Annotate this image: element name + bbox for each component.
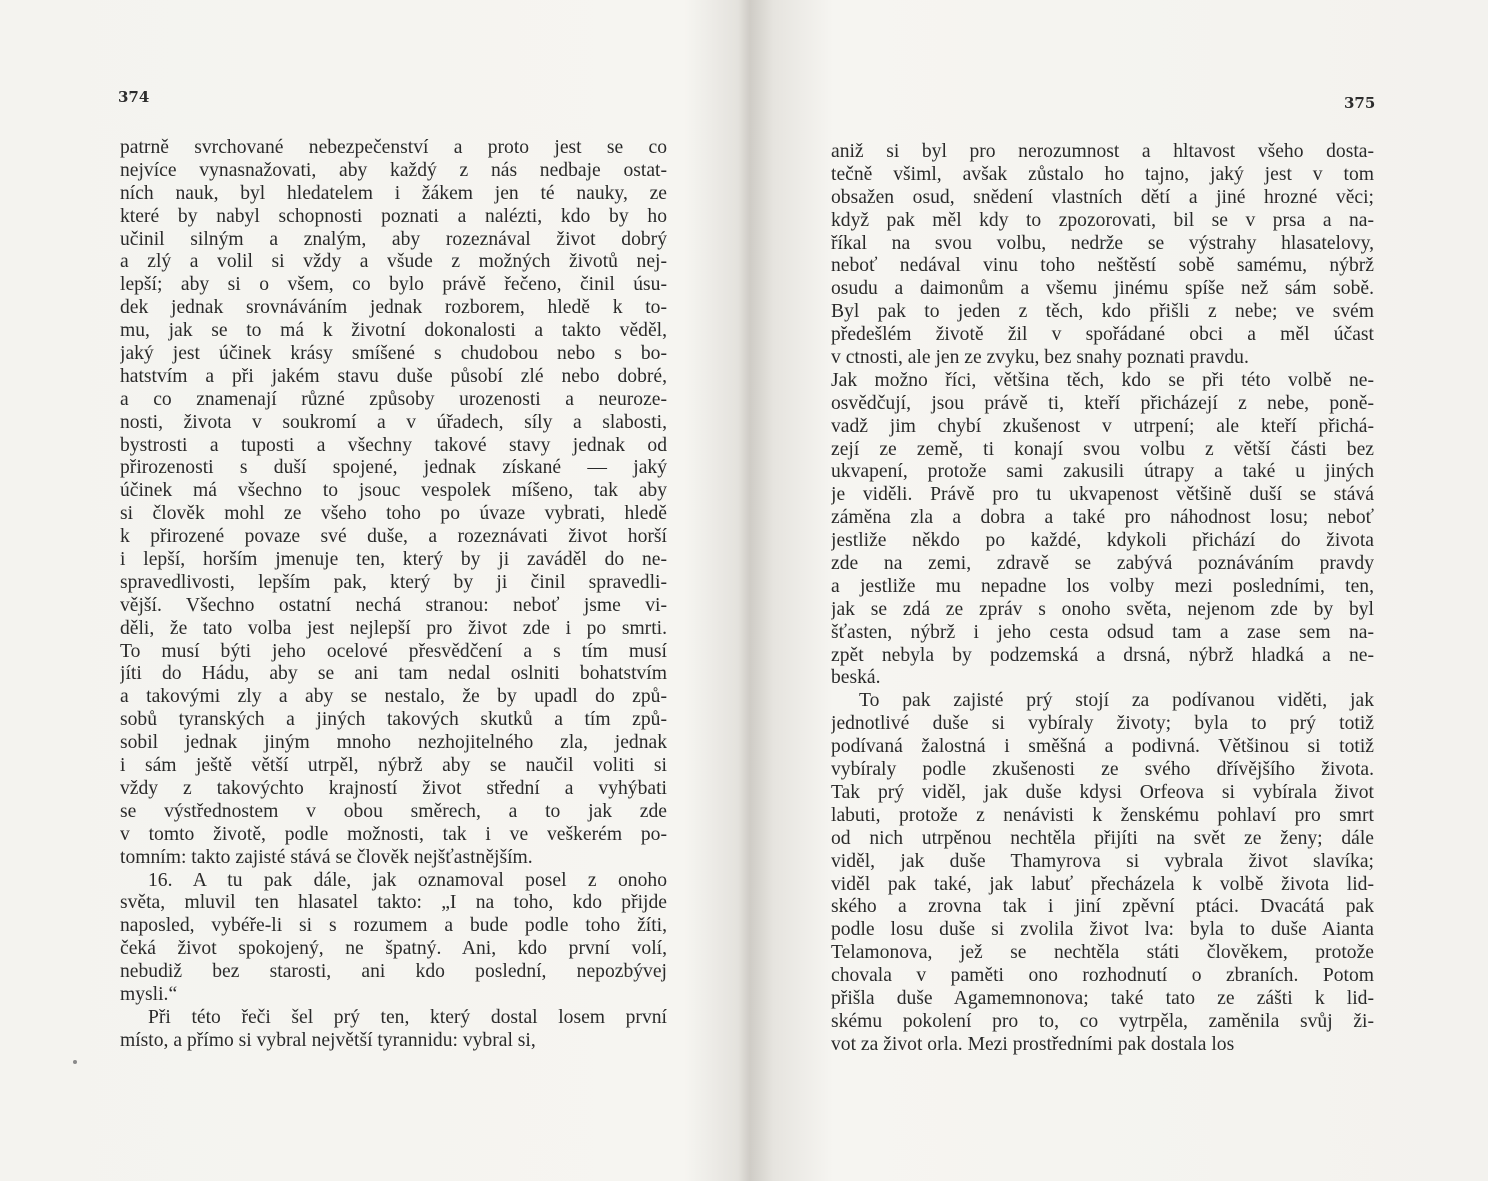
text-line: přirozenosti s duší spojené, jednak získané — jaký xyxy=(120,457,667,479)
text-line: spravedlivosti, lepším pak, který by ji činil spravedli- xyxy=(120,571,667,593)
text-line: a takovými zly a aby se nestalo, že by upadl do způ- xyxy=(120,686,667,708)
text-line: k přirozené povaze své duše, a rozeznávati život horší xyxy=(120,526,667,548)
text-line: jednotlivé duše si vybíraly životy; byla to prý totiž xyxy=(831,713,1374,735)
text-line: zejí ze země, ti konají svou volbu z větší části bez xyxy=(831,438,1374,460)
text-line: a zlý a volil si vždy a všude z možných životů nej- xyxy=(120,251,667,273)
text-line: hatstvím a při jakém stavu duše působí zlé nebo dobré, xyxy=(120,365,667,387)
text-line: ského a zrovna tak i jiní zpěvní ptáci. Dvacátá pak xyxy=(831,896,1374,918)
text-line: tečně všiml, avšak zůstalo ho tajno, jaký jest v tom xyxy=(831,163,1374,185)
right-page xyxy=(744,0,1488,1181)
text-line: Byl pak to jeden z těch, kdo přišli z nebe; ve svém xyxy=(831,301,1374,323)
text-line: které by nabyl schopnosti poznati a nalézti, kdo by ho xyxy=(120,205,667,227)
text-line: vější. Všechno ostatní nechá stranou: neboť jsme vi- xyxy=(120,594,667,616)
text-line: i lepší, horším jmenuje ten, který by ji zaváděl do ne- xyxy=(120,549,667,571)
text-line: říkal na svou volbu, nedrže se výstrahy hlasatelovy, xyxy=(831,232,1374,254)
text-line: To musí býti jeho ocelové přesvědčení a s tím musí xyxy=(120,640,667,662)
text-line: podle losu duše si zvolila život lva: byla to duše Aianta xyxy=(831,919,1374,941)
text-line: podívaná žalostná i směšná a podivná. Většinou si totiž xyxy=(831,736,1374,758)
text-line: Jak možno říci, většina těch, kdo se při této volbě ne- xyxy=(831,369,1374,391)
text-line: i sám ještě větší utrpěl, nýbrž aby se naučil voliti si xyxy=(120,755,667,777)
text-line: učinil silným a znalým, aby rozeznával život dobrý xyxy=(120,228,667,250)
text-line: a jestliže mu nepadne los volby mezi posledními, ten, xyxy=(831,575,1374,597)
text-line: zpět nebyla by podzemská a drsná, nýbrž hladká a ne- xyxy=(831,644,1374,666)
text-line: předešlém životě žil v spořádané obci a měl účast xyxy=(831,324,1374,346)
text-line: patrně svrchované nebezpečenství a proto jest se co xyxy=(120,137,667,158)
text-line: vot za život orla. Mezi prostředními pak dostala los xyxy=(831,1033,1235,1055)
text-line: Při této řeči šel prý ten, který dostal losem první xyxy=(148,1006,667,1028)
text-line: vždy z takovýchto krajností život střední a vyhýbati xyxy=(120,777,667,799)
text-line: dek jednak srovnáváním jednak rozborem, hledě k to- xyxy=(120,297,667,319)
text-line: přišla duše Agamemnonova; také tato ze zášti k lid- xyxy=(831,987,1374,1009)
text-line: ukvapení, protože sami zakusili útrapy a také u jiných xyxy=(831,461,1374,483)
text-line: účinek má všechno to jsouc vespolek míšeno, tak aby xyxy=(120,480,667,502)
text-line: naposled, vybéře-li si s rozumem a bude podle toho žíti, xyxy=(120,915,667,937)
text-line: Telamonova, jež se nechtěla státi člověkem, protože xyxy=(831,942,1374,964)
text-line: To pak zajisté prý stojí za podívanou viděti, jak xyxy=(859,690,1374,712)
text-line: ních nauk, byl hledatelem i žákem jen té nauky, ze xyxy=(120,182,667,204)
text-line: labuti, protože z nenávisti k ženskému pohlaví pro smrt xyxy=(831,804,1374,826)
text-line: jaký jest účinek krásy smíšené s chudobou nebo s bo- xyxy=(120,343,667,365)
text-line: obsažen osud, snědení vlastních dětí a jiné hrozné věci; xyxy=(831,186,1374,208)
text-line: tomním: takto zajisté stává se člověk nejšťastnějším. xyxy=(120,846,533,868)
text-line: beská. xyxy=(831,667,881,689)
text-line: nebudiž bez starosti, ani kdo poslední, nepozbývej xyxy=(120,961,667,983)
text-line: viděl, jak duše Thamyrova si vybrala život slavíka; xyxy=(831,850,1374,872)
left-page-text xyxy=(120,137,667,1053)
text-line: nejvíce vynasnažovati, aby každý z nás nedbaje ostat- xyxy=(120,159,667,181)
text-line: se výstřednostem v obou směrech, a to jak zde xyxy=(120,800,667,822)
text-line: nosti, života v soukromí a v úřadech, síly a slabosti, xyxy=(120,411,667,433)
page-number: 375 xyxy=(1344,94,1376,112)
text-line: děli, že tato volba jest nejlepší pro život zde i po smrti. xyxy=(120,617,667,639)
text-line: čeká život spokojený, ne špatný. Ani, kdo první volí, xyxy=(120,938,667,960)
right-page-text xyxy=(831,141,1374,1057)
text-line: světa, mluvil ten hlasatel takto: „I na toho, kdo přijde xyxy=(120,892,667,914)
text-line: místo, a přímo si vybral největší tyrannidu: vybral si, xyxy=(120,1029,536,1051)
text-line: mu, jak se to má k životní dokonalosti a takto věděl, xyxy=(120,320,667,342)
paper-speck xyxy=(73,1060,77,1064)
text-line: lepší; aby si o všem, co bylo právě řečeno, činil úsu- xyxy=(120,274,667,296)
text-line: osvědčují, jsou právě ti, kteří přicházejí z nebe, poně- xyxy=(831,392,1374,414)
text-line: je viděli. Právě pro tu ukvapenost většině duší se stává xyxy=(831,484,1374,506)
text-line: bystrosti a tuposti a všechny takové stavy jednak od xyxy=(120,434,667,456)
text-line: šťasten, nýbrž i jeho cesta odsud tam a zase sem na- xyxy=(831,621,1374,643)
text-line: skému pokolení pro to, co vytrpěla, zaměnila svůj ži- xyxy=(831,1010,1374,1032)
text-line: zde na zemi, zdravě se zabývá poznáváním pravdy xyxy=(831,553,1374,575)
text-line: v ctnosti, ale jen ze zvyku, bez snahy poznati pravdu. xyxy=(831,347,1249,369)
text-line: Tak prý viděl, jak duše kdysi Orfeova si vybírala život xyxy=(831,781,1374,803)
page-number: 374 xyxy=(118,88,150,106)
text-line: sobů tyranských a jiných takových skutků a tím způ- xyxy=(120,709,667,731)
text-line: záměna zla a dobra a také pro náhodnost losu; neboť xyxy=(831,507,1374,529)
text-line: a co znamenají různé způsoby urozenosti a neuroze- xyxy=(120,388,667,410)
text-line: vybíraly podle zkušenosti ze svého dřívějšího života. xyxy=(831,759,1374,781)
text-line: jíti do Hádu, aby se ani tam nedal oslniti bohatstvím xyxy=(120,663,667,685)
text-line: jak se zdá ze zpráv s onoho světa, nejenom zde by byl xyxy=(831,598,1374,620)
text-line: vadž jim chybí zkušenost v utrpení; ale kteří přichá- xyxy=(831,415,1374,437)
text-line: viděl pak také, jak labuť přecházela k volbě života lid- xyxy=(831,873,1374,895)
text-line: mysli.“ xyxy=(120,983,178,1005)
text-line: chovala v paměti ono rozhodnutí o zbraních. Potom xyxy=(831,965,1374,987)
text-line: aniž si byl pro nerozumnost a hltavost všeho dosta- xyxy=(831,141,1374,162)
text-line: osudu a daimonům a všemu jinému spíše než sám sobě. xyxy=(831,278,1374,300)
text-line: sobil jednak jiným mnoho nezhojitelného zla, jednak xyxy=(120,732,667,754)
text-line: když pak měl kdy to zpozorovati, bil se v prsa a na- xyxy=(831,209,1374,231)
text-line: neboť nedával vinu toho neštěstí sobě samému, nýbrž xyxy=(831,255,1374,277)
text-line: jestliže někdo po každé, kdykoli přichází do života xyxy=(831,530,1374,552)
text-line: v tomto životě, podle možnosti, tak i ve veškerém po- xyxy=(120,823,667,845)
text-line: 16. A tu pak dále, jak oznamoval posel z onoho xyxy=(148,869,667,891)
text-line: si člověk mohl ze všeho toho po úvaze vybrati, hledě xyxy=(120,503,667,525)
text-line: od nich utrpěnou nechtěla přijíti na svět ze ženy; dále xyxy=(831,827,1374,849)
